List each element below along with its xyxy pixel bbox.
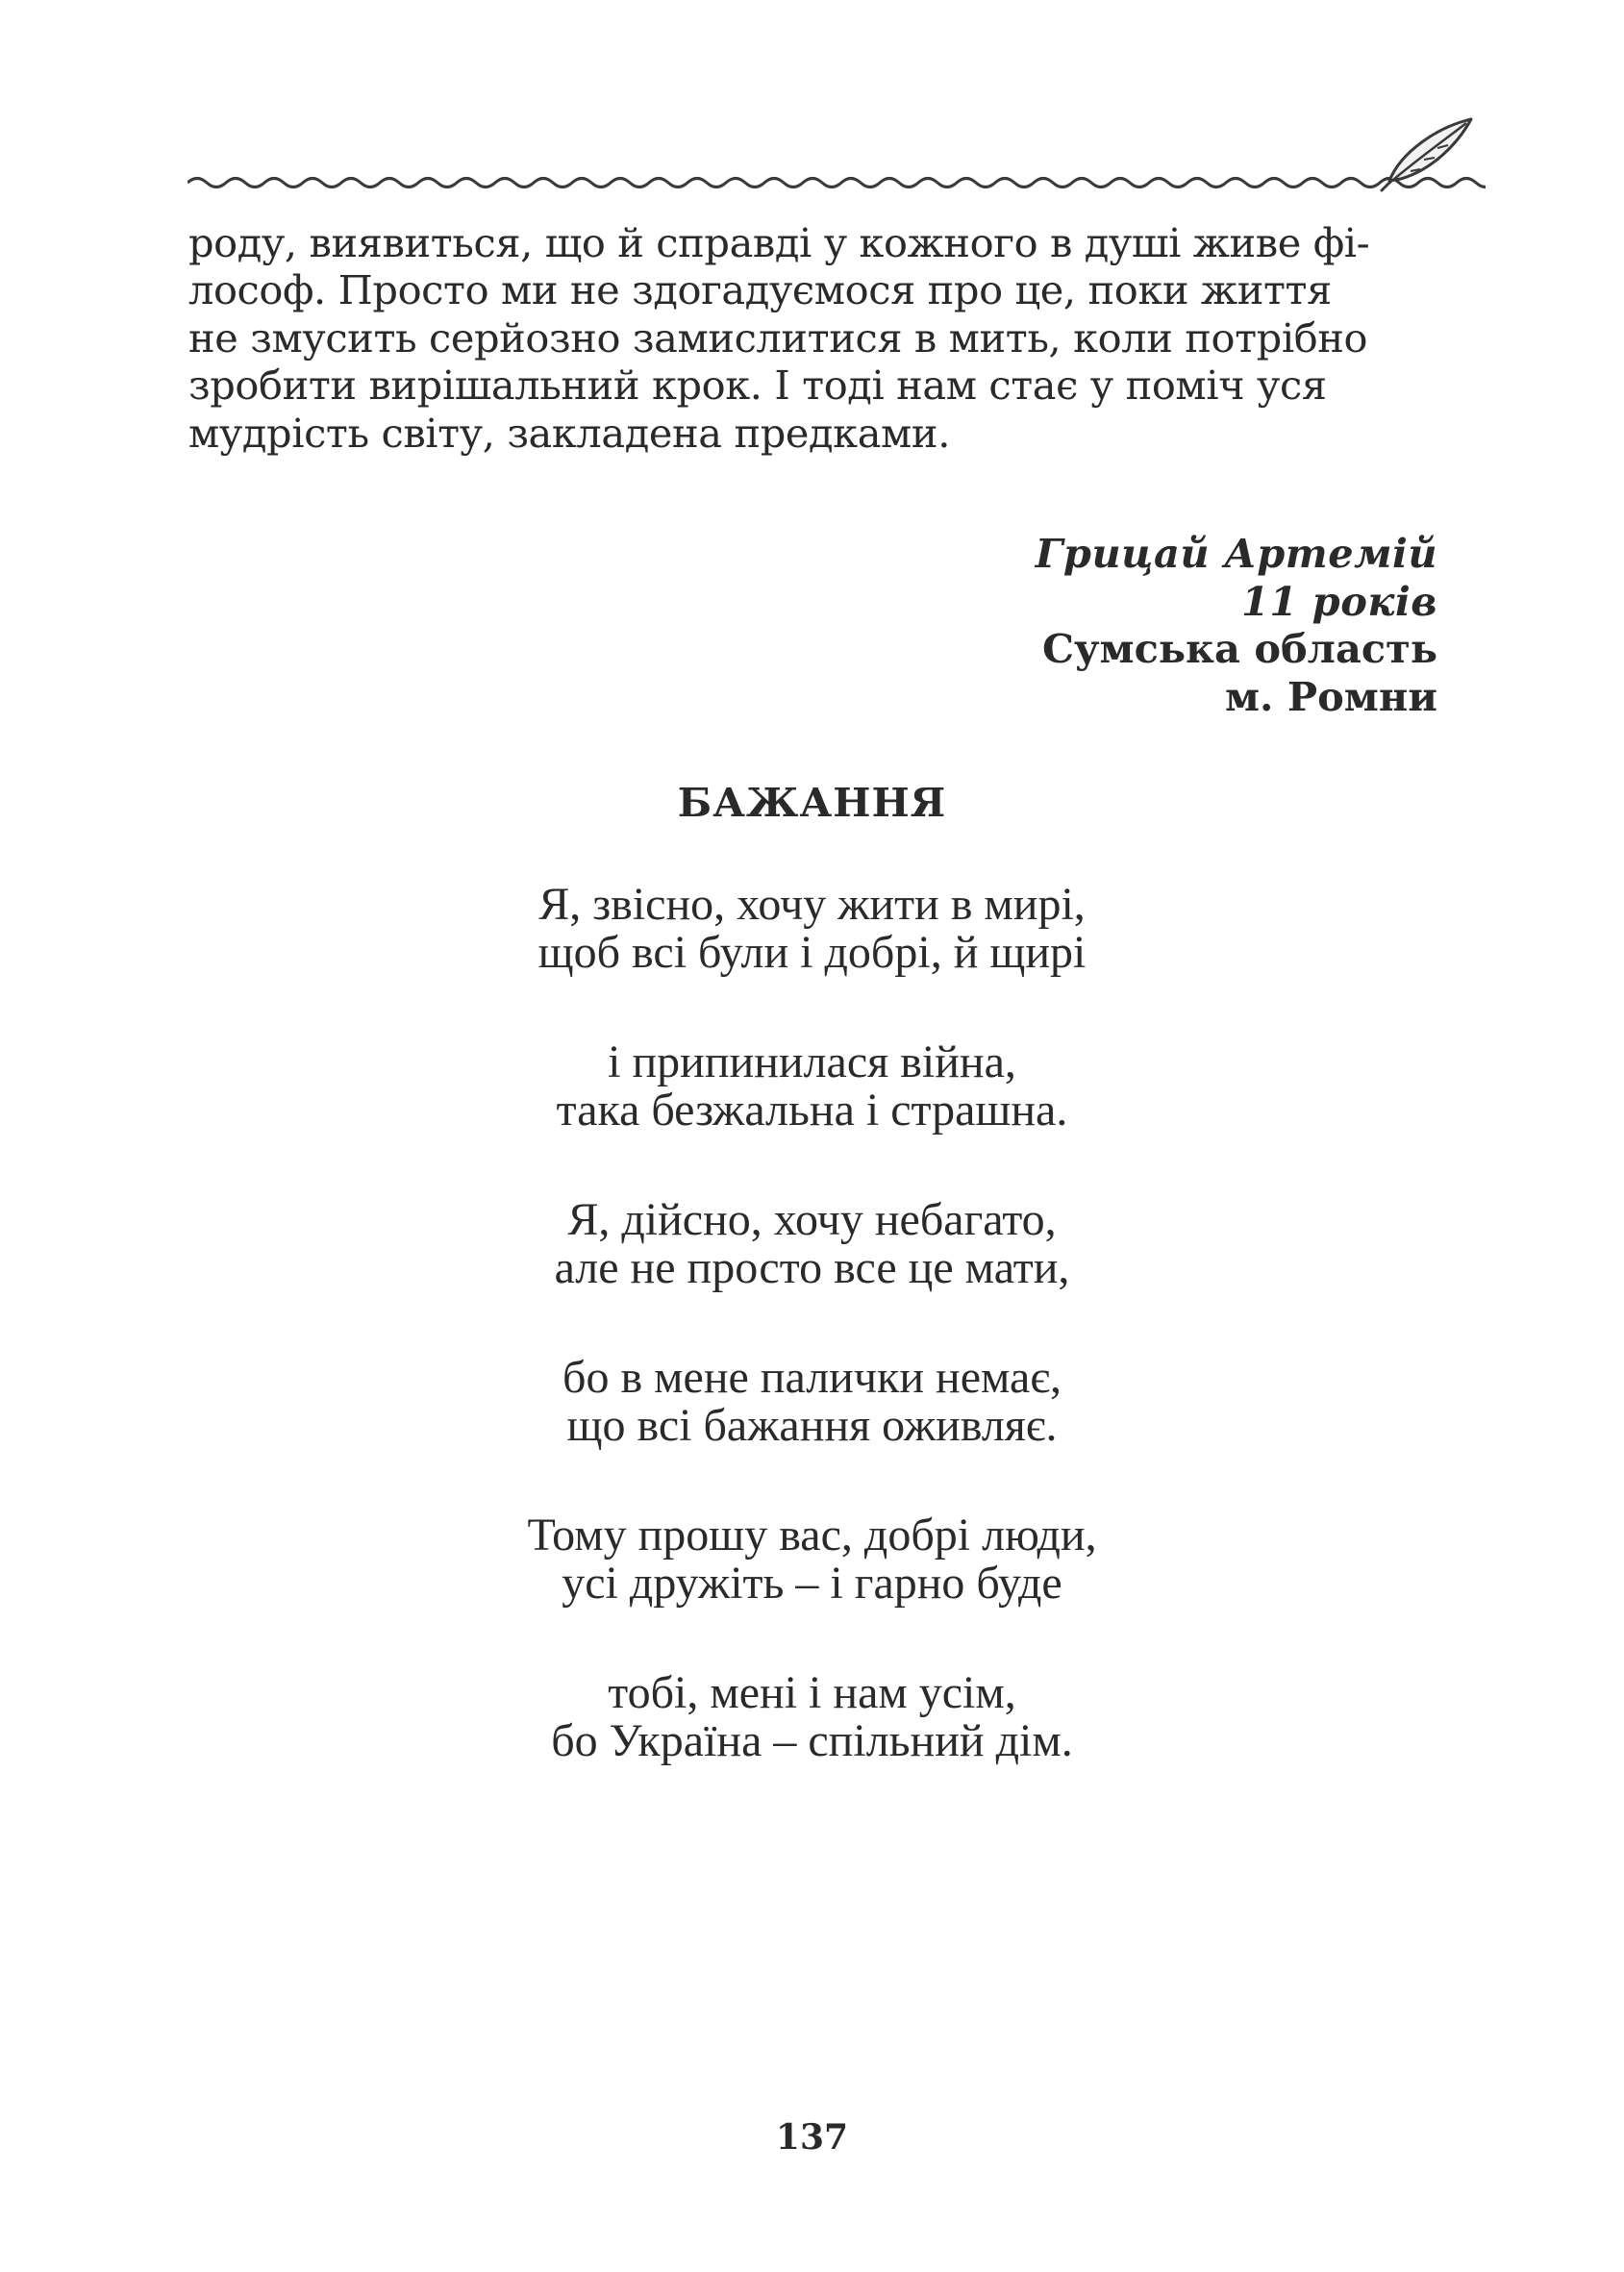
author-signature (1036, 530, 1437, 720)
verse-line: усі дружіть – і гарно буде (562, 1557, 1062, 1609)
wave-line-with-feather-icon (187, 113, 1486, 210)
page-number: 137 (775, 2117, 849, 2158)
poem-stanza (0, 1511, 1624, 1607)
verse-line: Я, дійсно, хочу небагато, (567, 1194, 1057, 1245)
poem-stanza (0, 1196, 1624, 1291)
poem-stanza (0, 1354, 1624, 1449)
verse-line: але не просто все це мати, (554, 1241, 1070, 1293)
verse-line: така безжальна і страшна. (556, 1084, 1068, 1136)
prose-line: мудрість світу, закладена предками. (188, 409, 950, 457)
author-region: Сумська область (1041, 625, 1437, 672)
poem-stanza (0, 1038, 1624, 1134)
prose-line: роду, виявиться, що й справді у кожного в душі живе фі- (188, 219, 1370, 266)
author-age: 11 років (1240, 577, 1437, 625)
verse-line: Тому прошу вас, добрі люди, (527, 1510, 1097, 1560)
verse-line: бо Україна – спільний дім. (551, 1714, 1073, 1766)
verse-line: бо в мене палички немає, (562, 1352, 1062, 1403)
verse-line: тобі, мені і нам усім, (608, 1667, 1016, 1718)
prose-line: не змусить серйозно замислитися в мить, коли потрібно (188, 313, 1368, 362)
prose-line: зробити вирішальний крок. І тоді нам стає у поміч уся (188, 362, 1327, 410)
verse-line: щоб всі були і добрі, й щирі (537, 926, 1087, 978)
wave-line (187, 179, 1486, 187)
poem-body (0, 881, 1624, 1827)
poem-title: БАЖАННЯ (677, 779, 947, 826)
verse-line: що всі бажання оживляє. (566, 1399, 1058, 1451)
author-city: м. Ромни (1224, 672, 1437, 720)
prose-line: лософ. Просто ми не здогадуємося про це, поки життя (188, 266, 1332, 314)
prose-paragraph (188, 219, 1437, 457)
author-name: Грицай Артемій (1035, 530, 1437, 577)
verse-line: і припинилася війна, (608, 1036, 1016, 1087)
poem-stanza (0, 1669, 1624, 1764)
verse-line: Я, звісно, хочу жити в мирі, (538, 879, 1086, 930)
poem-stanza (0, 881, 1624, 976)
